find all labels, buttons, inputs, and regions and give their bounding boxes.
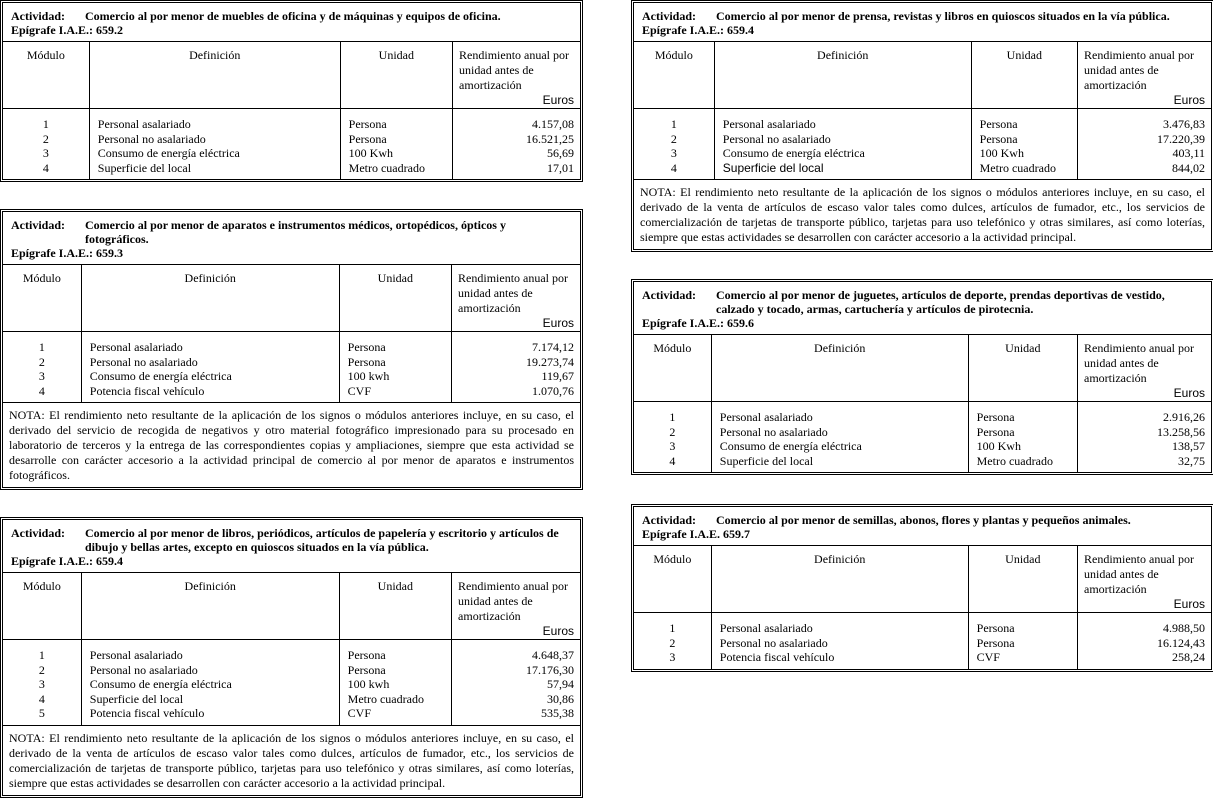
unidad-header: Unidad [968,335,1077,402]
epigrafe-label: Epígrafe I.A.E.: 659.4 [11,554,123,568]
unidad-cell: Persona [971,132,1077,147]
valor-cell: 1.070,76 [452,384,580,403]
activity-header [3,3,580,42]
valor-cell: 844,02 [1078,161,1212,180]
module-table-3 [0,517,583,798]
activity-header [634,507,1211,546]
table-header-row [634,335,1211,402]
modulo-cell: 2 [38,662,45,677]
table-header-row [3,265,580,332]
definicion-cell: Potencia fiscal vehículo [81,706,339,725]
module-table-2 [0,209,583,490]
modulo-cell: 1 [669,410,676,424]
modulo-header: Módulo [634,42,714,109]
euros-label: Euros [542,316,574,330]
rendimiento-label: Rendimiento anual por unidad antes de amortización [1084,48,1194,92]
modulo-cell: 1 [42,117,49,131]
modules-table [3,573,580,725]
valor-cell: 4.648,37 [452,640,580,663]
actividad-title: Comercio al por menor de libros, periódicos, artículos de papelería y escritorio y artículos de dibujo y bellas artes, excepto en quioscos situados en la vía pública. [85,526,559,554]
definicion-cell: Personal asalariado [714,109,971,132]
table-row [3,161,580,180]
valor-cell: 17.176,30 [452,663,580,678]
definicion-cell: Personal no asalariado [711,425,968,440]
table-row [3,640,580,663]
unidad-cell: Persona [340,132,452,147]
unidad-cell: Metro cuadrado [340,161,452,180]
definicion-cell: Personal asalariado [711,402,968,425]
epigrafe-label: Epígrafe I.A.E. 659.7 [642,527,750,541]
actividad-title: Comercio al por menor de aparatos e instrumentos médicos, ortopédicos, ópticos y fotográficos. [85,218,506,246]
rendimiento-header [452,265,580,332]
table-row [634,161,1211,180]
modulo-cell: 2 [38,354,45,369]
unidad-cell: Persona [339,332,451,355]
modulo-header: Módulo [3,265,81,332]
activity-header [3,520,580,573]
table-row [3,146,580,161]
table-header-row [634,42,1211,109]
table-row [3,706,580,725]
actividad-title: Comercio al por menor de juguetes, artículos de deporte, prendas deportivas de vestido, calzado y tocado, armas, cartuchería y artículos de pirotecnia. [716,288,1165,316]
modulo-cell: 3 [42,146,49,160]
unidad-cell: 100 kwh [339,677,451,692]
valor-cell: 119,67 [452,369,580,384]
unidad-cell: Persona [971,109,1077,132]
activity-header [634,3,1211,42]
modules-table [634,335,1211,472]
definicion-cell: Personal asalariado [81,640,339,663]
unidad-cell: Persona [339,663,451,678]
activity-header [3,212,580,265]
module-table-4 [631,0,1213,252]
modulo-cell: 4 [42,160,49,175]
valor-cell: 258,24 [1078,650,1211,669]
euros-label: Euros [542,624,574,638]
table-row [634,650,1211,669]
nota-text: NOTA: El rendimiento neto resultante de la aplicación de los signos o módulos anteriores incluye, en su caso, el derivado de la venta de artículos de escaso valor tales como dulces, artículos de fumador, etc., los servicios de comercialización de tarjetas de transporte público, tarjetas para uso telefónico y otras similares, así como loterías, siempre que estas actividades se desarrollen con carácter accesorio a la actividad principal. [634,179,1211,249]
unidad-cell: Persona [339,640,451,663]
definicion-header: Definición [81,265,339,332]
unidad-cell: Persona [340,109,452,132]
definicion-header: Definición [89,42,340,109]
unidad-header: Unidad [968,546,1077,613]
table-row [634,425,1211,440]
modulo-cell: 2 [670,131,677,146]
actividad-label: Actividad: [11,9,65,23]
epigrafe-label: Epígrafe I.A.E.: 659.2 [11,23,123,37]
valor-cell: 30,86 [452,692,580,707]
modulo-cell: 4 [670,160,677,175]
unidad-cell: Metro cuadrado [339,692,451,707]
definicion-cell: Consumo de energía eléctrica [81,677,339,692]
rendimiento-header [1078,546,1211,613]
unidad-cell: 100 Kwh [968,439,1077,454]
actividad-label: Actividad: [642,9,696,23]
actividad-title: Comercio al por menor de semillas, abonos, flores y plantas y pequeños animales. [716,513,1131,527]
actividad-title: Comercio al por menor de prensa, revistas y libros en quioscos situados en la vía pública. [716,9,1170,23]
definicion-cell: Consumo de energía eléctrica [711,439,968,454]
table-row [3,109,580,132]
modulo-cell: 4 [38,691,45,706]
unidad-cell: 100 Kwh [340,146,452,161]
activity-header [634,282,1211,335]
modulo-cell: 3 [670,146,677,160]
actividad-title: Comercio al por menor de muebles de oficina y de máquinas y equipos de oficina. [85,9,501,23]
table-row [3,677,580,692]
definicion-cell: Personal asalariado [711,613,968,636]
unidad-cell: Metro cuadrado [971,161,1077,180]
module-table-1 [0,0,583,182]
unidad-header: Unidad [971,42,1077,109]
definicion-header: Definición [81,573,339,640]
valor-cell: 16.521,25 [453,132,580,147]
table-row [3,332,580,355]
modules-table [3,265,580,402]
table-row [634,454,1211,473]
actividad-label: Actividad: [11,526,65,540]
modulo-cell: 1 [38,648,45,662]
valor-cell: 403,11 [1078,146,1212,161]
definicion-cell: Superficie del local [81,692,339,707]
euros-label: Euros [1173,386,1205,400]
unidad-cell: Persona [968,636,1077,651]
unidad-cell: 100 Kwh [971,146,1077,161]
table-row [3,132,580,147]
unidad-cell: 100 kwh [339,369,451,384]
unidad-cell: Persona [339,355,451,370]
modulo-cell: 4 [38,383,45,398]
euros-label: Euros [1173,93,1205,107]
table-header-row [634,546,1211,613]
modulo-cell: 1 [669,621,676,635]
nota-text: NOTA: El rendimiento neto resultante de la aplicación de los signos o módulos anteriores incluye, en su caso, el derivado del servicio de recogida de negativos y otro material fotográfico impresionado para su procesado en laboratorio de terceros y la entrega de las correspondientes copias y ampliaciones, siempre que esta actividad se desarrolle con carácter accesorio a la actividad principal de comercio al por menor de aparatos e instrumentos fotográficos. [3,402,580,487]
definicion-cell: Personal no asalariado [711,636,968,651]
table-row [3,384,580,403]
unidad-cell: Persona [968,425,1077,440]
definicion-header: Definición [711,546,968,613]
valor-cell: 7.174,12 [452,332,580,355]
definicion-cell: Personal asalariado [81,332,339,355]
valor-cell: 13.258,56 [1078,425,1211,440]
modulo-header: Módulo [3,573,81,640]
modulo-cell: 3 [38,677,45,691]
valor-cell: 17.220,39 [1078,132,1212,147]
rendimiento-header [453,42,580,109]
valor-cell: 2.916,26 [1078,402,1211,425]
nota-text: NOTA: El rendimiento neto resultante de la aplicación de los signos o módulos anteriores incluye, en su caso, el derivado de la venta de artículos de escaso valor tales como dulces, artículos de fumador, etc., los servicios de comercialización de tarjetas de transporte público, tarjetas para uso telefónico y otras similares, así como loterías, siempre que estas actividades se desarrollen con carácter accesorio a la actividad principal. [3,725,580,795]
rendimiento-label: Rendimiento anual por unidad antes de amortización [458,271,569,315]
table-row [634,146,1211,161]
table-row [634,613,1211,636]
definicion-cell: Personal no asalariado [81,663,339,678]
unidad-cell: CVF [339,384,451,403]
rendimiento-header [1078,42,1212,109]
unidad-cell: Persona [968,402,1077,425]
valor-cell: 535,38 [452,706,580,725]
epigrafe-label: Epígrafe I.A.E.: 659.3 [11,246,123,260]
valor-cell: 19.273,74 [452,355,580,370]
definicion-cell: Consumo de energía eléctrica [714,146,971,161]
definicion-header: Definición [714,42,971,109]
definicion-cell: Personal no asalariado [81,355,339,370]
modulo-cell: 5 [38,706,45,720]
valor-cell: 17,01 [453,161,580,180]
modulo-cell: 2 [669,635,676,650]
modules-table [634,546,1211,669]
modulo-header: Módulo [634,546,711,613]
actividad-label: Actividad: [11,218,65,232]
table-row [634,109,1211,132]
definicion-cell: Personal no asalariado [714,132,971,147]
valor-cell: 32,75 [1078,454,1211,473]
modulo-header: Módulo [3,42,89,109]
definicion-cell: Consumo de energía eléctrica [89,146,340,161]
definicion-cell: Superficie del local [89,161,340,180]
modulo-cell: 2 [669,424,676,439]
modulo-cell: 3 [38,369,45,383]
modulo-cell: 1 [670,117,677,131]
valor-cell: 56,69 [453,146,580,161]
rendimiento-label: Rendimiento anual por unidad antes de amortización [1084,341,1194,385]
definicion-cell: Personal no asalariado [89,132,340,147]
definicion-cell: Personal asalariado [89,109,340,132]
table-row [634,402,1211,425]
table-row [634,636,1211,651]
valor-cell: 4.988,50 [1078,613,1211,636]
rendimiento-label: Rendimiento anual por unidad antes de amortización [1084,552,1194,596]
valor-cell: 3.476,83 [1078,109,1212,132]
euros-label: Euros [1173,597,1205,611]
epigrafe-label: Epígrafe I.A.E.: 659.6 [642,316,754,330]
modules-table [3,42,580,179]
definicion-header: Definición [711,335,968,402]
modulo-cell: 3 [669,439,676,453]
valor-cell: 16.124,43 [1078,636,1211,651]
rendimiento-label: Rendimiento anual por unidad antes de amortización [458,579,569,623]
table-header-row [3,573,580,640]
table-row [634,132,1211,147]
modulo-cell: 3 [669,650,676,664]
valor-cell: 138,57 [1078,439,1211,454]
unidad-cell: CVF [968,650,1077,669]
valor-cell: 4.157,08 [453,109,580,132]
table-row [3,355,580,370]
rendimiento-header [1078,335,1211,402]
unidad-header: Unidad [339,573,451,640]
table-row [634,439,1211,454]
epigrafe-label: Epígrafe I.A.E.: 659.4 [642,23,754,37]
definicion-cell: Superficie del local [711,454,968,473]
module-table-6 [631,504,1213,672]
modulo-cell: 4 [669,453,676,468]
module-table-5 [631,279,1213,475]
unidad-header: Unidad [340,42,452,109]
actividad-label: Actividad: [642,288,696,302]
valor-cell: 57,94 [452,677,580,692]
euros-label: Euros [542,93,574,107]
definicion-cell: Consumo de energía eléctrica [81,369,339,384]
unidad-header: Unidad [339,265,451,332]
table-row [3,663,580,678]
actividad-label: Actividad: [642,513,696,527]
modulo-cell: 1 [38,340,45,354]
unidad-cell: Persona [968,613,1077,636]
definicion-cell: Superficie del local [714,161,971,180]
rendimiento-header [452,573,580,640]
modulo-header: Módulo [634,335,711,402]
modules-table [634,42,1211,179]
definicion-cell: Potencia fiscal vehículo [81,384,339,403]
definicion-cell: Potencia fiscal vehículo [711,650,968,669]
rendimiento-label: Rendimiento anual por unidad antes de amortización [459,48,570,92]
table-row [3,692,580,707]
unidad-cell: Metro cuadrado [968,454,1077,473]
table-row [3,369,580,384]
unidad-cell: CVF [339,706,451,725]
table-header-row [3,42,580,109]
modulo-cell: 2 [42,131,49,146]
